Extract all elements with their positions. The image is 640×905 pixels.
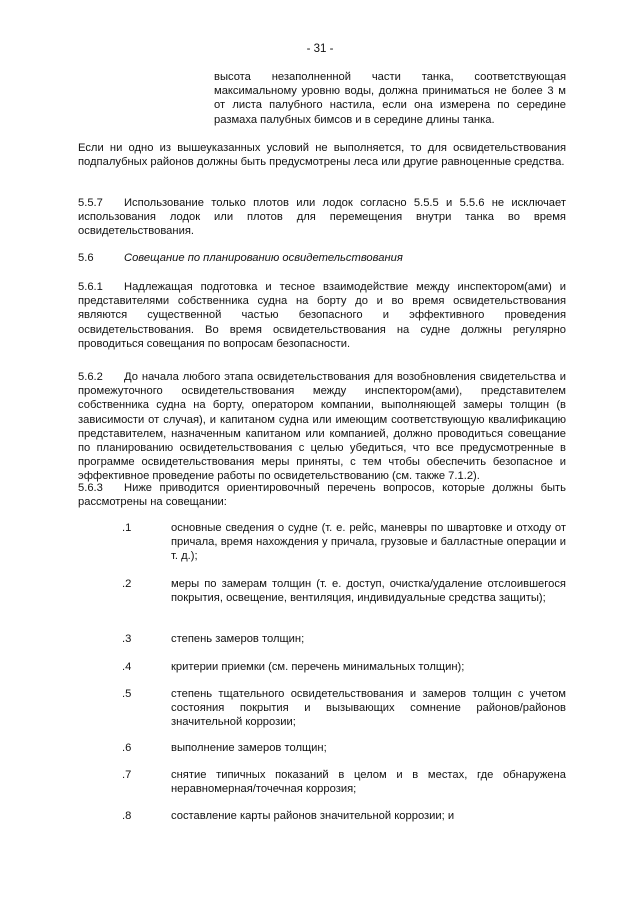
list-item-text: выполнение замеров толщин;: [171, 742, 327, 754]
list-item-number: .2: [122, 578, 132, 590]
list-item-text: критерии приемки (см. перечень минимальных толщин);: [171, 661, 465, 673]
section-5-6-heading: [78, 251, 566, 265]
section-text: Использование только плотов или лодок согласно 5.5.5 и 5.5.6 не исключает использования лодок или плотов для перемещения внутри танка во время освидетельствования.: [78, 197, 566, 238]
page-number: - 31 -: [306, 43, 334, 55]
section-text: Ниже приводится ориентировочный перечень вопросов, которые должны быть рассмотрены на совещании:: [78, 482, 566, 509]
list-item-number: .7: [122, 769, 132, 781]
paragraph-if-none: Если ни одно из вышеуказанных условий не выполняется, то для освидетельствования подпалубных районов должны быть предусмотрены леса или другие равноценные средства.: [78, 142, 566, 169]
section-text: Надлежащая подготовка и тесное взаимодействие между инспектором(ами) и представителями собственника судна на борту до и во время освидетельствования являются существенной частью безопасного и эффективного проведения освидетельствования. Во время освидетельствования на судне должны регулярно проводиться совещания по вопросам безопасности.: [78, 281, 566, 350]
section-5-6-3: [78, 481, 566, 509]
list-item-text: основные сведения о судне (т. е. рейс, маневры по швартовке и отходу от причала, время нахождения у причала, грузовые и балластные операции и т. д.);: [171, 522, 566, 563]
list-item-text: степень замеров толщин;: [171, 633, 305, 645]
list-item-text: составление карты районов значительной коррозии; и: [171, 810, 455, 822]
list-item-number: .1: [122, 522, 132, 534]
list-item-text: меры по замерам толщин (т. е. доступ, очистка/удаление отслоившегося покрытия, освещение, вентиляция, индивидуальные средства защиты);: [171, 578, 566, 605]
section-title: Совещание по планированию освидетельствования: [124, 252, 403, 264]
section-number: 5.6: [78, 252, 94, 264]
section-number: 5.6.1: [78, 281, 103, 293]
list-item-number: .5: [122, 688, 132, 700]
section-number: 5.6.3: [78, 482, 103, 494]
section-5-6-1: [78, 280, 566, 351]
list-item-number: .8: [122, 810, 132, 822]
section-number: 5.6.2: [78, 371, 103, 383]
list-item-text: снятие типичных показаний в целом и в местах, где обнаружена неравномерная/точечная коррозия;: [171, 769, 566, 796]
section-text: До начала любого этапа освидетельствования для возобновления свидетельства и промежуточного освидетельствования между инспектором(ами), представителем собственника судна на борту, оператором компании, выполняющей замеры толщин (в зависимости от случая), и капитаном судна или имеющим соответствующую квалификацию представителем, назначенным капитаном или компанией, должно проводиться совещание по планированию освидетельствования с целью убедиться, что все предусмотренные в программе освидетельствования меры приняты, с тем чтобы обеспечить безопасное и эффективное проведение работы по освидетельствованию (см. также 7.1.2).: [78, 371, 566, 483]
list-item-number: .6: [122, 742, 132, 754]
section-5-5-7: [78, 196, 566, 239]
list-item-text: степень тщательного освидетельствования и замеров толщин с учетом состояния покрытия и вызывающих сомнение районов/районов значительной коррозии;: [171, 688, 566, 729]
list-item-number: .4: [122, 661, 132, 673]
section-5-6-2: [78, 370, 566, 484]
continuation-paragraph: высота незаполненной части танка, соответствующая максимальному уровню воды, должна приниматься не более 3 м от листа палубного настила, если она измерена по середине размаха палубных бимсов и в середине длины танка.: [214, 71, 566, 126]
section-number: 5.5.7: [78, 197, 103, 209]
list-item-number: .3: [122, 633, 132, 645]
